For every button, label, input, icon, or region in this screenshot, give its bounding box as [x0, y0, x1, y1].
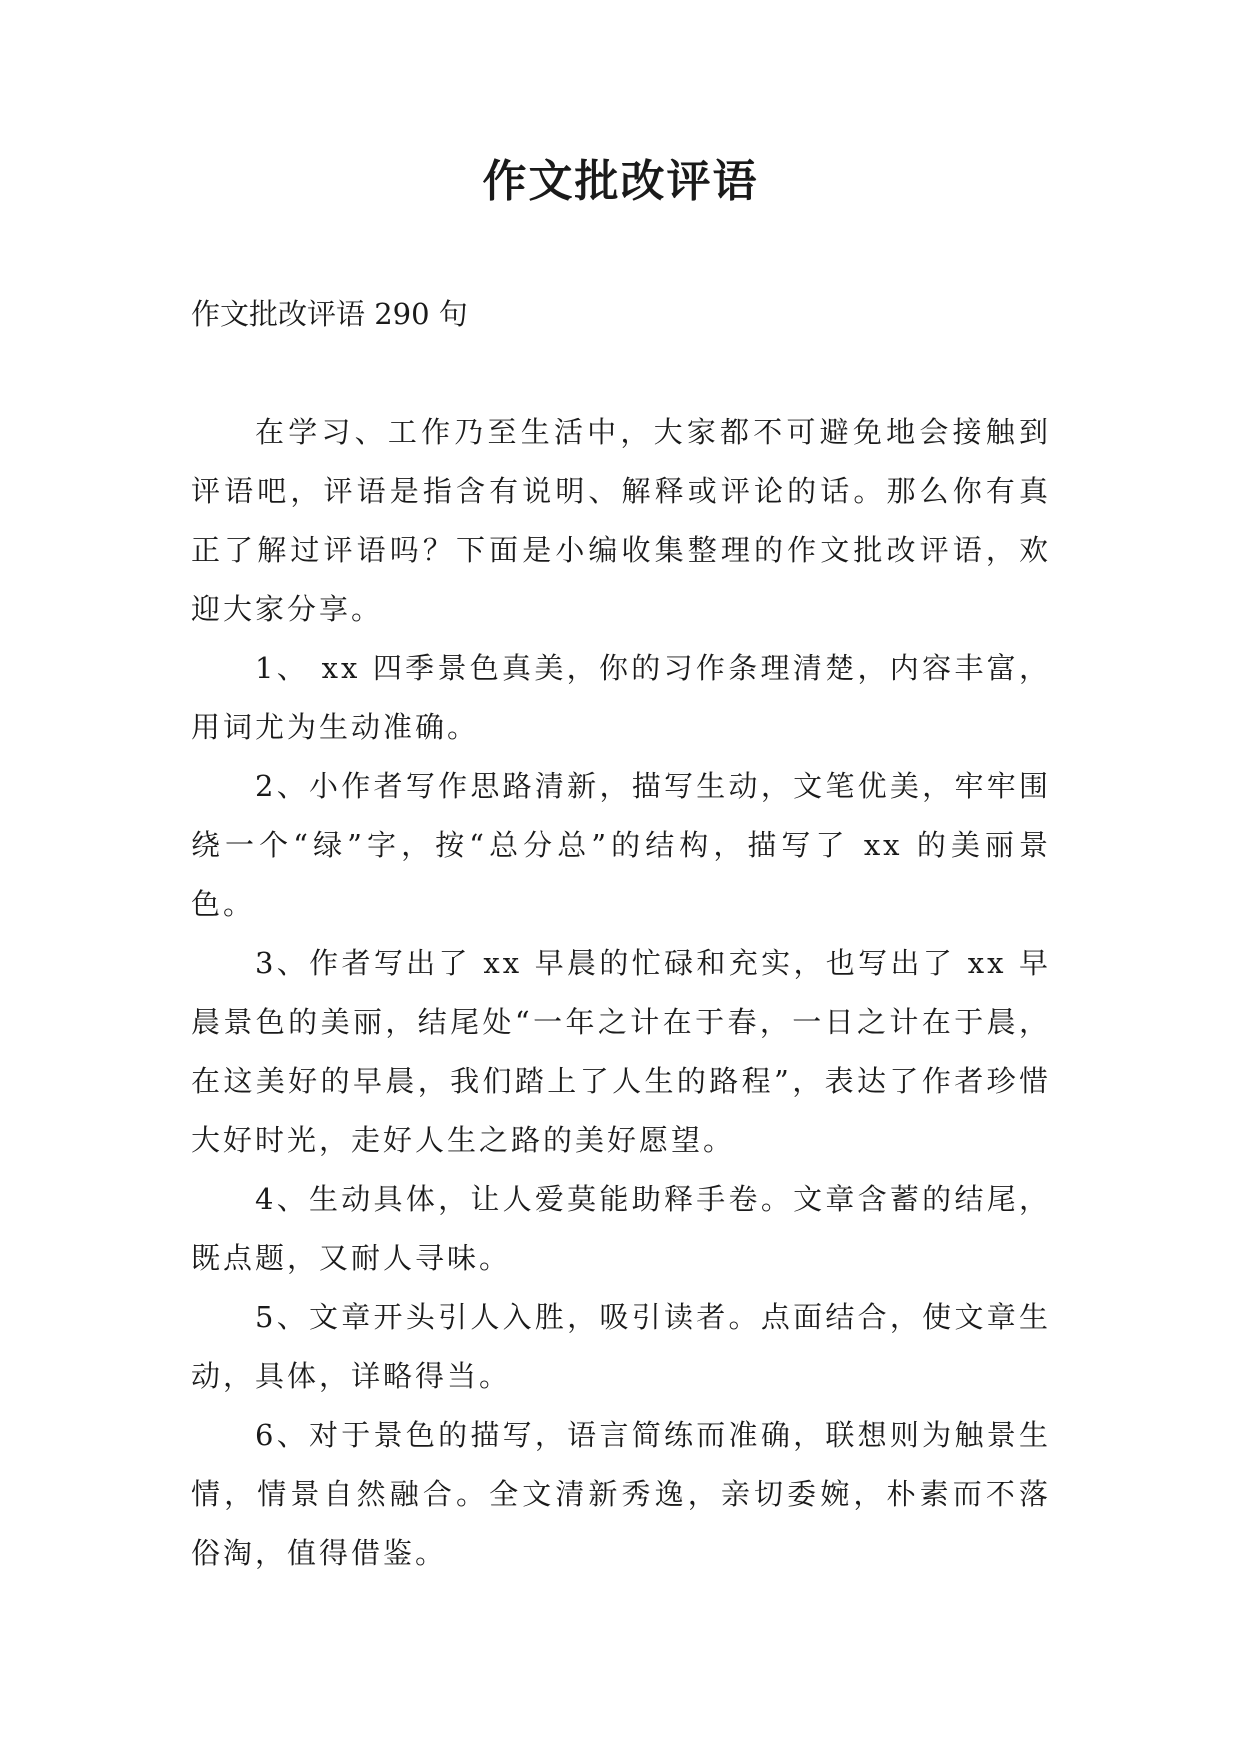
comment-item-5: 5、文章开头引人入胜，吸引读者。点面结合，使文章生动，具体，详略得当。: [191, 1300, 1051, 1393]
comment-item-4: 4、生动具体，让人爱莫能助释手卷。文章含蓄的结尾，既点题，又耐人寻味。: [191, 1182, 1051, 1275]
intro-paragraph: 在学习、工作乃至生活中，大家都不可避免地会接触到评语吧，评语是指含有说明、解释或评论的话。那么你有真正了解过评语吗？下面是小编收集整理的作文批改评语，欢迎大家分享。: [191, 415, 1051, 626]
comment-item-6: 6、对于景色的描写，语言简练而准确，联想则为触景生情，情景自然融合。全文清新秀逸，亲切委婉，朴素而不落俗淘，值得借鉴。: [191, 1418, 1051, 1570]
document-title: 作文批改评语: [482, 156, 759, 207]
document-subtitle: 作文批改评语 290 句: [191, 297, 468, 331]
comment-item-3: 3、作者写出了 xx 早晨的忙碌和充实，也写出了 xx 早晨景色的美丽，结尾处“一年之计在于春，一日之计在于晨，在这美好的早晨，我们踏上了人生的路程”，表达了作者珍惜大好时光，走好人生之路的美好愿望。: [191, 946, 1051, 1157]
comment-item-2: 2、小作者写作思路清新，描写生动，文笔优美，牢牢围绕一个“绿”字，按“总分总”的结构，描写了 xx 的美丽景色。: [191, 769, 1051, 921]
comment-item-1: 1、 xx 四季景色真美，你的习作条理清楚，内容丰富，用词尤为生动准确。: [191, 651, 1051, 744]
document-body: [191, 403, 1051, 1583]
